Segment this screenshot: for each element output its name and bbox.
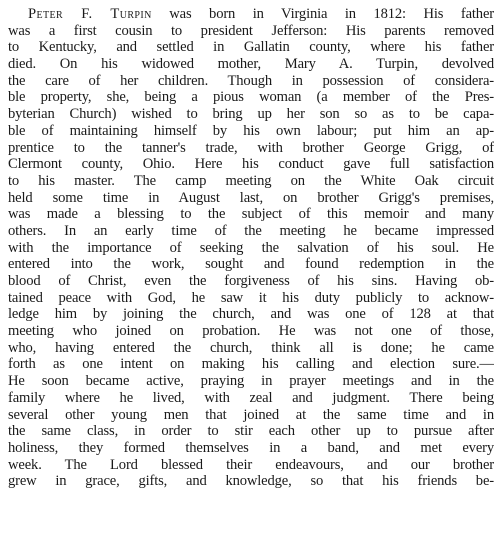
article-line-19: ledge him by joining the church, and was one of 128 at that [8,306,494,323]
newspaper-clipping [8,6,494,529]
article-line-8: ble of maintaining himself by his own labour; put him an ap- [8,122,494,139]
article-line-16: entered into the work, sought and found redemption in the [8,256,494,273]
article-line-9: prentice to the tanner's trade, with brother George Grigg, of [8,139,494,156]
article-line-7: byterian Church) wished to bring up her son so as to be capa- [8,106,494,123]
article-line-2: was a first cousin to president Jefferson: His parents removed [8,22,494,39]
article-line-5: the care of her children. Though in possession of considera- [8,72,494,89]
article-line-24: family where he lived, with zeal and judgment. There being [8,389,494,406]
article-line-28: week. The Lord blessed their endeavours, and our brother [8,456,494,473]
article-column [8,6,494,490]
article-line-10: Clermont county, Ohio. Here his conduct gave full satisfaction [8,156,494,173]
article-line-20: meeting who joined on probation. He was not one of those, [8,323,494,340]
article-line-22: forth as one intent on making his calling and election sure.— [8,356,494,373]
article-line-17: blood of Christ, even the forgiveness of his sins. Having ob- [8,273,494,289]
article-line-23: He soon became active, praying in prayer meetings and in the [8,373,494,390]
article-line-1-text: was born in Virginia in 1812: His father [151,6,494,22]
article-line-27: holiness, they formed themselves in a band, and met every [8,439,494,456]
article-line-13: was made a blessing to the subject of this memoir and many [8,206,494,223]
article-line-25: several other young men that joined at the same time and in [8,406,494,423]
article-line-11: to his master. The camp meeting on the White Oak circuit [8,172,494,189]
article-line-26: the same class, in order to stir each other up to pursue after [8,423,494,440]
article-line-15: with the importance of seeking the salvation of his soul. He [8,239,494,256]
article-line-1 [8,6,494,23]
article-lead-name: Peter F. Turpin [28,6,152,22]
article-line-12: held some time in August last, on brother Grigg's premises, [8,189,494,206]
article-line-3: to Kentucky, and settled in Gallatin county, where his father [8,39,494,56]
article-line-29: grew in grace, gifts, and knowledge, so that his friends be- [8,473,494,490]
article-line-4: died. On his widowed mother, Mary A. Turpin, devolved [8,56,494,73]
article-line-18: tained peace with God, he saw it his duty publicly to acknow- [8,289,494,306]
article-line-14: others. In an early time of the meeting he became impressed [8,222,494,239]
article-line-6: ble property, she, being a pious woman (a member of the Pres- [8,89,494,106]
article-line-21: who, having entered the church, think all is done; he came [8,339,494,356]
